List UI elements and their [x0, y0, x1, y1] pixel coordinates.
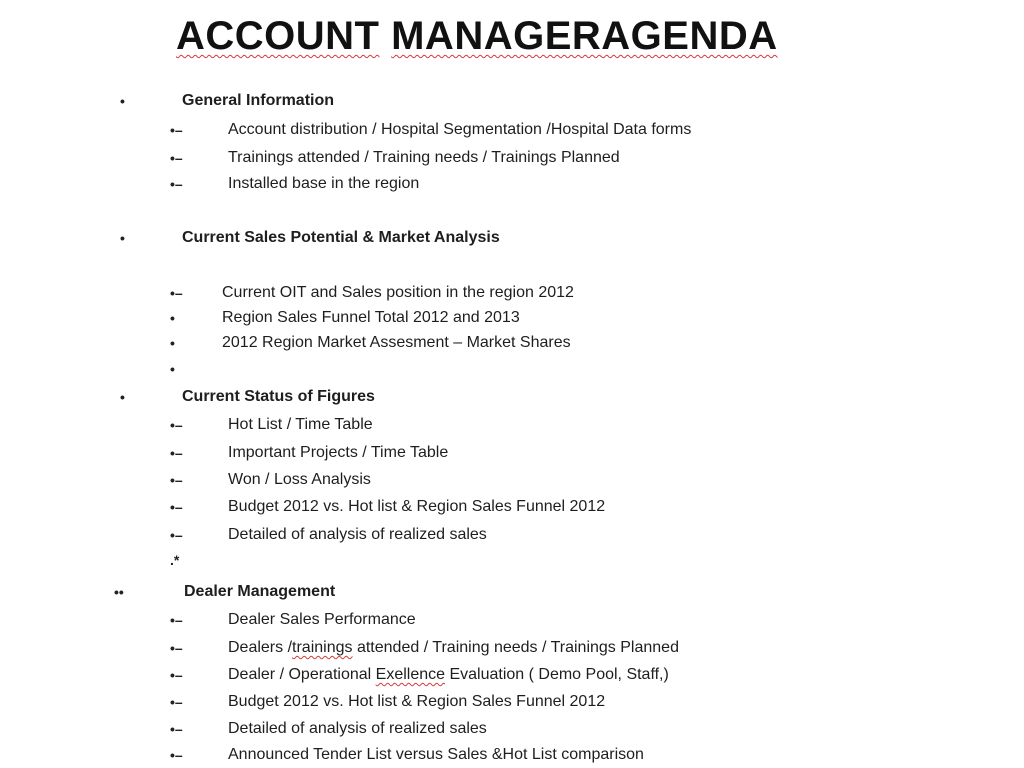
item-bullet: •–: [170, 667, 183, 683]
item-bullet: .*: [170, 552, 180, 568]
heading-bullet: •: [120, 230, 125, 246]
item-text-misspelled: Exellence: [375, 666, 446, 683]
heading-bullet: •: [120, 93, 125, 109]
item-bullet: •: [170, 310, 175, 326]
item-bullet: •–: [170, 527, 183, 543]
item-text: [228, 636, 679, 660]
item-text: Detailed of analysis of realized sales: [228, 526, 487, 543]
item-bullet: •: [170, 335, 175, 351]
item-bullet: •–: [170, 612, 183, 628]
item-text: Current OIT and Sales position in the region 2012: [222, 284, 574, 301]
heading-text: Current Status of Figures: [182, 388, 375, 405]
item-bullet: •–: [170, 721, 183, 737]
item-bullet: •–: [170, 445, 183, 461]
item-bullet: •: [170, 361, 175, 377]
item-text: Budget 2012 vs. Hot list & Region Sales Funnel 2012: [228, 498, 606, 515]
heading-text: Current Sales Potential & Market Analysis: [182, 229, 500, 246]
item-text: Trainings attended / Training needs / Trainings Planned: [228, 149, 620, 166]
page-title: [176, 12, 778, 60]
item-text: Budget 2012 vs. Hot list & Region Sales Funnel 2012: [228, 693, 606, 710]
title-word-account: ACCOUNT: [176, 14, 380, 58]
heading-bullet: ••: [114, 584, 124, 600]
item-text: Installed base in the region: [228, 175, 420, 192]
item-text: Detailed of analysis of realized sales: [228, 720, 487, 737]
item-bullet: •–: [170, 285, 183, 301]
item-text: 2012 Region Market Assesment – Market Shares: [222, 334, 571, 351]
item-bullet: •–: [170, 417, 183, 433]
item-text: Hot List / Time Table: [228, 416, 373, 433]
item-text-misspelled: trainings: [292, 639, 353, 656]
item-text: Region Sales Funnel Total 2012 and 2013: [222, 309, 520, 326]
item-text-pre: Dealers /: [228, 639, 293, 656]
item-bullet: •–: [170, 499, 183, 515]
heading-text: Dealer Management: [184, 583, 336, 600]
heading-text: General Information: [182, 92, 335, 109]
item-text-post: attended / Training needs / Trainings Planned: [352, 639, 679, 656]
title-word-manager: MANAGER: [391, 14, 602, 58]
item-bullet: •–: [170, 122, 183, 138]
item-text: Dealer Sales Performance: [228, 611, 416, 628]
item-text: [228, 663, 669, 687]
item-text-pre: Dealer / Operational: [228, 666, 376, 683]
title-word-agenda: AGENDA: [601, 14, 778, 58]
item-text: Account distribution / Hospital Segmentation /Hospital Data forms: [228, 121, 692, 138]
item-bullet: •–: [170, 640, 183, 656]
item-bullet: •–: [170, 176, 183, 192]
item-text: Announced Tender List versus Sales &Hot List comparison: [228, 746, 644, 763]
item-text-post: Evaluation ( Demo Pool, Staff,): [445, 666, 669, 683]
heading-bullet: •: [120, 389, 125, 405]
item-bullet: •–: [170, 150, 183, 166]
item-bullet: •–: [170, 472, 183, 488]
item-bullet: •–: [170, 747, 183, 763]
item-text: Won / Loss Analysis: [228, 471, 371, 488]
item-bullet: •–: [170, 694, 183, 710]
item-text: Important Projects / Time Table: [228, 444, 449, 461]
